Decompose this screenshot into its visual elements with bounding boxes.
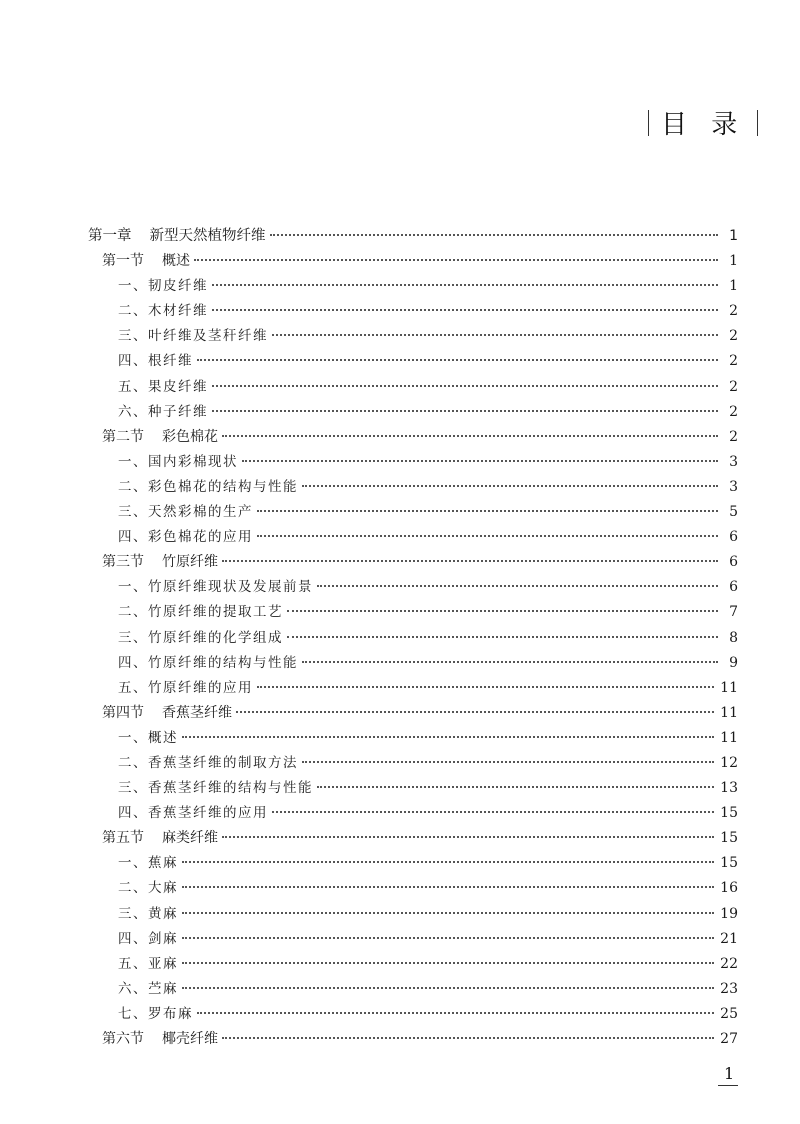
toc-entry-section[interactable] bbox=[88, 249, 738, 274]
toc-leader-dots bbox=[272, 334, 718, 336]
toc-entry-number: 二、 bbox=[118, 604, 148, 621]
toc-leader-dots bbox=[236, 711, 714, 713]
toc-entry-page: 3 bbox=[729, 478, 738, 495]
toc-leader-dots bbox=[212, 284, 718, 286]
title-left-bar bbox=[648, 110, 649, 136]
toc-entry-section[interactable] bbox=[88, 701, 738, 726]
toc-entry-number: 四、 bbox=[118, 353, 148, 370]
toc-entry-page: 6 bbox=[729, 529, 738, 546]
toc-entry-number: 五、 bbox=[118, 378, 148, 395]
toc-leader-dots bbox=[182, 912, 714, 914]
toc-entry-section[interactable] bbox=[88, 550, 738, 575]
toc-leader-dots bbox=[182, 987, 714, 989]
toc-entry-number: 第四节 bbox=[102, 704, 144, 721]
toc-entry-number: 三、 bbox=[118, 905, 148, 922]
toc-entry-page: 9 bbox=[729, 654, 738, 671]
toc-entry-item[interactable] bbox=[88, 500, 738, 525]
toc-entry-item[interactable] bbox=[88, 600, 738, 625]
toc-entry-page: 22 bbox=[720, 955, 738, 972]
toc-entry-page: 11 bbox=[720, 704, 738, 721]
toc-entry-page: 1 bbox=[729, 253, 738, 270]
toc-entry-label: 概述 bbox=[162, 253, 190, 270]
toc-entry-number: 四、 bbox=[118, 805, 148, 822]
toc-entry-page: 11 bbox=[720, 679, 738, 696]
toc-entry-label: 果皮纤维 bbox=[148, 378, 208, 395]
page-number: 1 bbox=[724, 1064, 735, 1083]
title-text: 目 录 bbox=[661, 110, 746, 140]
toc-entry-item[interactable] bbox=[88, 927, 738, 952]
toc-entry-number: 五、 bbox=[118, 955, 148, 972]
toc-entry-number: 第二节 bbox=[102, 428, 144, 445]
toc-entry-item[interactable] bbox=[88, 274, 738, 299]
toc-entry-label: 黄麻 bbox=[148, 905, 178, 922]
toc-entry-label: 椰壳纤维 bbox=[162, 1031, 218, 1047]
toc-entry-number: 六、 bbox=[118, 980, 148, 997]
toc-leader-dots bbox=[317, 786, 714, 788]
toc-entry-page: 2 bbox=[729, 353, 738, 370]
toc-entry-number: 三、 bbox=[118, 504, 148, 521]
toc-entry-label: 彩色棉花的结构与性能 bbox=[148, 478, 298, 495]
toc-entry-page: 2 bbox=[729, 403, 738, 420]
toc-leader-dots bbox=[302, 761, 714, 763]
toc-entry-page: 27 bbox=[720, 1031, 738, 1047]
toc-entry-item[interactable] bbox=[88, 324, 738, 349]
toc-entry-number: 三、 bbox=[118, 629, 148, 646]
toc-entry-page: 2 bbox=[729, 303, 738, 320]
toc-entry-label: 香蕉茎纤维的制取方法 bbox=[148, 754, 298, 771]
toc-entry-label: 竹原纤维的化学组成 bbox=[148, 629, 283, 646]
toc-entry-item[interactable] bbox=[88, 876, 738, 901]
toc-entry-number: 二、 bbox=[118, 478, 148, 495]
toc-leader-dots bbox=[212, 410, 718, 412]
toc-entry-label: 罗布麻 bbox=[148, 1005, 193, 1022]
toc-entry-label: 竹原纤维 bbox=[162, 554, 218, 571]
toc-entry-item[interactable] bbox=[88, 776, 738, 801]
toc-entry-item[interactable] bbox=[88, 801, 738, 826]
toc-leader-dots bbox=[242, 460, 718, 462]
toc-entry-page: 1 bbox=[729, 228, 738, 244]
toc-entry-label: 竹原纤维现状及发展前景 bbox=[148, 579, 313, 596]
toc-entry-section[interactable] bbox=[88, 1027, 738, 1052]
toc-entry-label: 种子纤维 bbox=[148, 403, 208, 420]
toc-entry-label: 香蕉茎纤维 bbox=[162, 704, 232, 721]
toc-entry-number: 一、 bbox=[118, 729, 148, 746]
toc-entry-number: 二、 bbox=[118, 303, 148, 320]
toc-entry-page: 16 bbox=[720, 880, 738, 897]
toc-entry-label: 天然彩棉的生产 bbox=[148, 504, 253, 521]
toc-entry-chapter[interactable] bbox=[88, 224, 738, 249]
toc-entry-page: 1 bbox=[729, 278, 738, 295]
toc-entry-section[interactable] bbox=[88, 826, 738, 851]
toc-entry-page: 11 bbox=[720, 729, 738, 746]
toc-entry-number: 二、 bbox=[118, 880, 148, 897]
toc-entry-page: 5 bbox=[729, 504, 738, 521]
toc-entry-label: 木材纤维 bbox=[148, 303, 208, 320]
toc-entry-item[interactable] bbox=[88, 299, 738, 324]
toc-leader-dots bbox=[302, 485, 718, 487]
toc-leader-dots bbox=[194, 259, 718, 261]
toc-leader-dots bbox=[222, 560, 718, 562]
toc-entry-item[interactable] bbox=[88, 676, 738, 701]
toc-leader-dots bbox=[212, 309, 718, 311]
toc-entry-item[interactable] bbox=[88, 400, 738, 425]
toc-entry-page: 13 bbox=[720, 780, 738, 797]
toc-entry-label: 竹原纤维的结构与性能 bbox=[148, 654, 298, 671]
toc-leader-dots bbox=[302, 661, 718, 663]
toc-leader-dots bbox=[257, 535, 718, 537]
toc-leader-dots bbox=[222, 836, 714, 838]
toc-entry-item[interactable] bbox=[88, 450, 738, 475]
table-of-contents bbox=[88, 224, 738, 1052]
toc-entry-item[interactable] bbox=[88, 575, 738, 600]
toc-entry-number: 一、 bbox=[118, 453, 148, 470]
toc-leader-dots bbox=[257, 510, 718, 512]
toc-entry-page: 12 bbox=[720, 754, 738, 771]
toc-entry-label: 彩色棉花的应用 bbox=[148, 529, 253, 546]
toc-leader-dots bbox=[182, 937, 714, 939]
toc-entry-label: 根纤维 bbox=[148, 353, 193, 370]
toc-leader-dots bbox=[317, 585, 718, 587]
toc-entry-label: 国内彩棉现状 bbox=[148, 453, 238, 470]
toc-entry-page: 2 bbox=[729, 328, 738, 345]
toc-entry-page: 23 bbox=[720, 980, 738, 997]
toc-leader-dots bbox=[197, 359, 718, 361]
toc-entry-number: 三、 bbox=[118, 328, 148, 345]
toc-entry-page: 15 bbox=[720, 805, 738, 822]
toc-entry-number: 第一章 bbox=[88, 228, 132, 244]
toc-entry-item[interactable] bbox=[88, 726, 738, 751]
toc-entry-page: 6 bbox=[729, 554, 738, 571]
page-number-rule bbox=[718, 1085, 738, 1086]
toc-entry-label: 亚麻 bbox=[148, 955, 178, 972]
toc-entry-number: 四、 bbox=[118, 654, 148, 671]
toc-entry-page: 7 bbox=[729, 604, 738, 621]
toc-entry-page: 19 bbox=[720, 905, 738, 922]
toc-entry-item[interactable] bbox=[88, 952, 738, 977]
toc-entry-number: 四、 bbox=[118, 529, 148, 546]
toc-entry-number: 五、 bbox=[118, 679, 148, 696]
toc-entry-label: 麻类纤维 bbox=[162, 830, 218, 847]
toc-entry-number: 六、 bbox=[118, 403, 148, 420]
toc-entry-label: 苎麻 bbox=[148, 980, 178, 997]
toc-entry-label: 大麻 bbox=[148, 880, 178, 897]
toc-entry-item[interactable] bbox=[88, 375, 738, 400]
toc-entry-item[interactable] bbox=[88, 751, 738, 776]
title-right-bar bbox=[757, 110, 758, 136]
toc-leader-dots bbox=[270, 234, 719, 236]
toc-leader-dots bbox=[182, 886, 714, 888]
toc-entry-number: 三、 bbox=[118, 780, 148, 797]
toc-leader-dots bbox=[182, 861, 714, 863]
toc-entry-item[interactable] bbox=[88, 851, 738, 876]
toc-leader-dots bbox=[182, 962, 714, 964]
toc-entry-number: 第一节 bbox=[102, 253, 144, 270]
toc-entry-label: 叶纤维及茎秆纤维 bbox=[148, 328, 268, 345]
toc-entry-number: 第五节 bbox=[102, 830, 144, 847]
toc-entry-item[interactable] bbox=[88, 626, 738, 651]
toc-entry-item[interactable] bbox=[88, 475, 738, 500]
toc-entry-number: 四、 bbox=[118, 930, 148, 947]
toc-entry-page: 21 bbox=[720, 930, 738, 947]
toc-entry-item[interactable] bbox=[88, 902, 738, 927]
toc-entry-label: 竹原纤维的应用 bbox=[148, 679, 253, 696]
toc-entry-item[interactable] bbox=[88, 1002, 738, 1027]
toc-entry-label: 香蕉茎纤维的结构与性能 bbox=[148, 780, 313, 797]
toc-entry-label: 彩色棉花 bbox=[162, 428, 218, 445]
toc-entry-page: 2 bbox=[729, 428, 738, 445]
toc-leader-dots bbox=[212, 385, 718, 387]
toc-leader-dots bbox=[287, 636, 718, 638]
toc-entry-item[interactable] bbox=[88, 651, 738, 676]
toc-entry-page: 15 bbox=[720, 855, 738, 872]
toc-leader-dots bbox=[257, 686, 714, 688]
toc-entry-page: 2 bbox=[729, 378, 738, 395]
toc-leader-dots bbox=[197, 1012, 714, 1014]
toc-entry-number: 二、 bbox=[118, 754, 148, 771]
toc-entry-section[interactable] bbox=[88, 425, 738, 450]
toc-entry-label: 剑麻 bbox=[148, 930, 178, 947]
page-title bbox=[648, 104, 758, 141]
toc-entry-item[interactable] bbox=[88, 977, 738, 1002]
toc-entry-label: 概述 bbox=[148, 729, 178, 746]
toc-entry-page: 8 bbox=[729, 629, 738, 646]
toc-entry-label: 韧皮纤维 bbox=[148, 278, 208, 295]
toc-entry-number: 一、 bbox=[118, 278, 148, 295]
toc-entry-page: 15 bbox=[720, 830, 738, 847]
toc-leader-dots bbox=[222, 435, 718, 437]
toc-entry-page: 25 bbox=[720, 1005, 738, 1022]
toc-entry-label: 新型天然植物纤维 bbox=[149, 228, 266, 244]
toc-entry-label: 蕉麻 bbox=[148, 855, 178, 872]
toc-entry-number: 七、 bbox=[118, 1005, 148, 1022]
toc-leader-dots bbox=[182, 736, 714, 738]
toc-entry-item[interactable] bbox=[88, 349, 738, 374]
toc-entry-page: 3 bbox=[729, 453, 738, 470]
toc-entry-label: 竹原纤维的提取工艺 bbox=[148, 604, 283, 621]
toc-leader-dots bbox=[222, 1037, 714, 1039]
toc-leader-dots bbox=[287, 610, 718, 612]
toc-entry-number: 第六节 bbox=[102, 1031, 144, 1047]
toc-entry-item[interactable] bbox=[88, 525, 738, 550]
toc-entry-page: 6 bbox=[729, 579, 738, 596]
toc-entry-number: 一、 bbox=[118, 855, 148, 872]
toc-entry-number: 第三节 bbox=[102, 554, 144, 571]
toc-entry-label: 香蕉茎纤维的应用 bbox=[148, 805, 268, 822]
toc-entry-number: 一、 bbox=[118, 579, 148, 596]
toc-leader-dots bbox=[272, 811, 714, 813]
